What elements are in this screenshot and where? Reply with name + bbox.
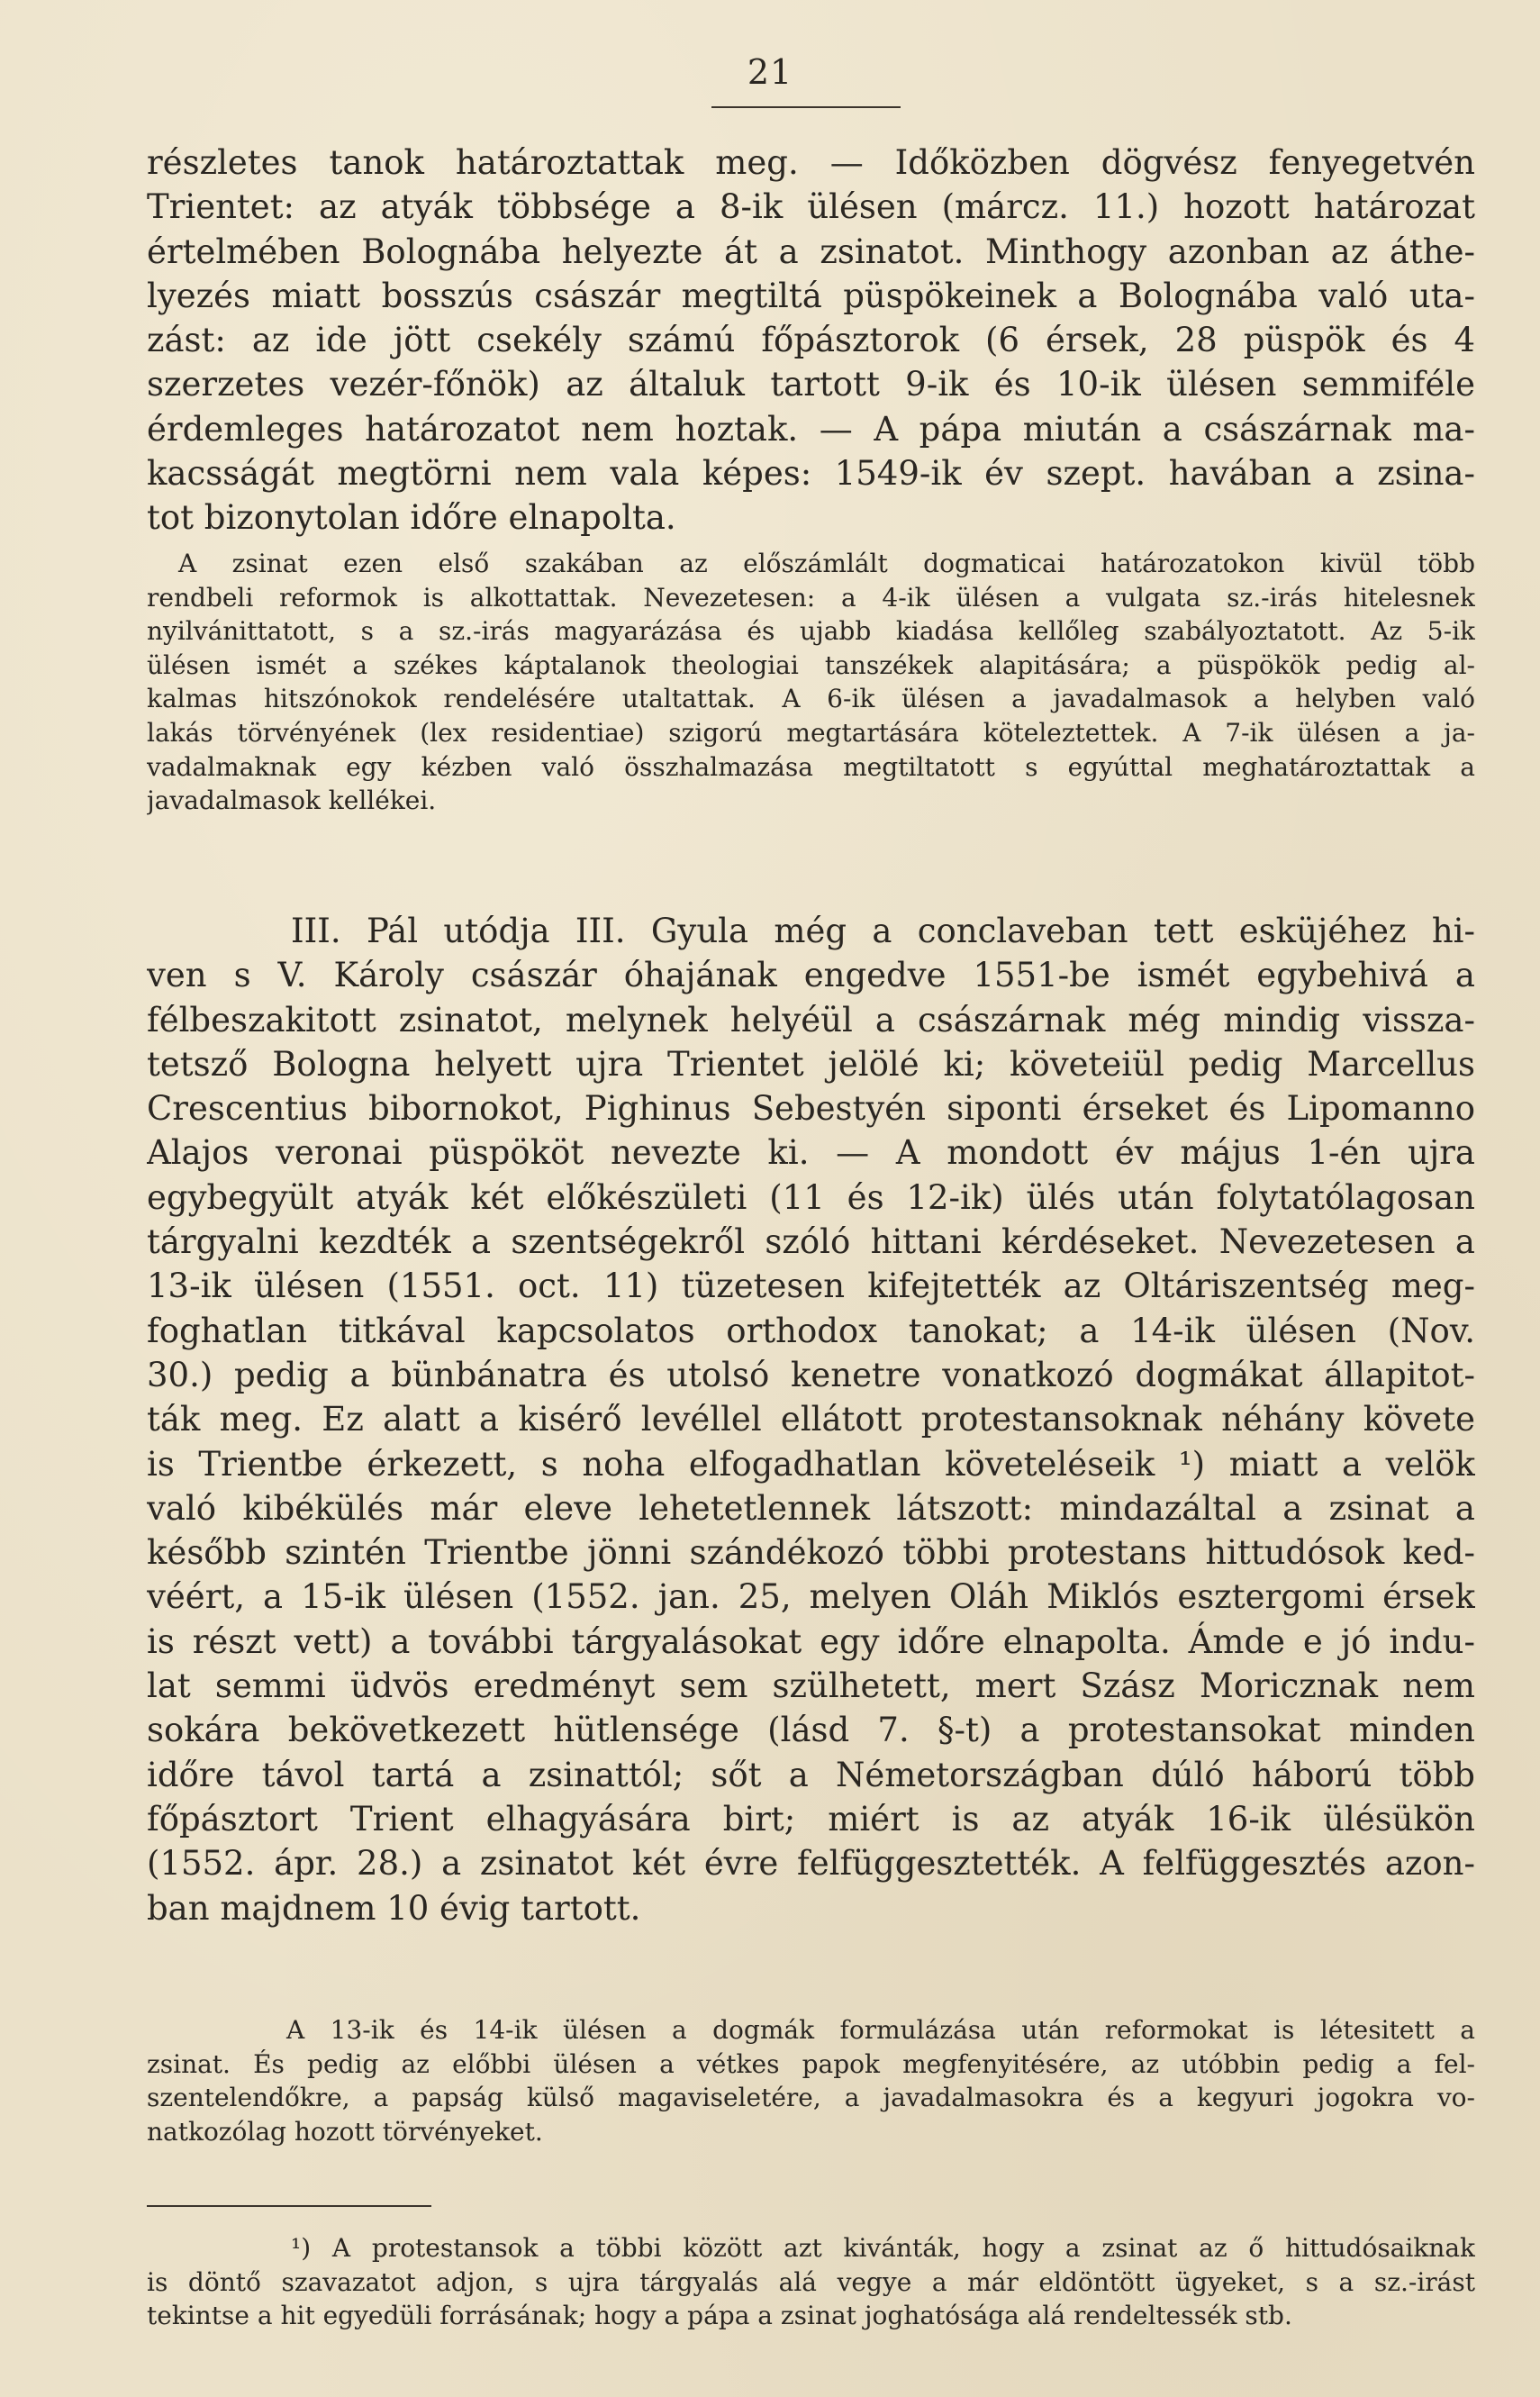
text-line: tetsző Bologna helyett ujra Trientet jelölé ki; követeiül pedig Marcellus <box>147 1044 1475 1084</box>
text-line: lyezés miatt bosszús császár megtiltá püspökeinek a Bolognába való uta- <box>147 276 1475 315</box>
text-line: később szintén Trientbe jönni szándékozó többi protestans hittudósok ked- <box>147 1533 1475 1573</box>
text-line: kacsságát megtörni nem vala képes: 1549-ik év szept. havában a zsina- <box>147 454 1475 494</box>
small-print-paragraph-2 <box>147 2013 1475 2148</box>
footnote-rule <box>147 2205 431 2207</box>
page-number-rule <box>711 106 901 108</box>
text-line: Alajos veronai püspököt nevezte ki. — A mondott év május 1-én ujra <box>147 1133 1475 1173</box>
text-line: időre távol tartá a zsinattól; sőt a Németországban dúló háború több <box>147 1755 1475 1794</box>
text-line: tárgyalni kezdték a szentségekről szóló hittani kérdéseket. Nevezetesen a <box>147 1222 1475 1262</box>
text-line: félbeszakitott zsinatot, melynek helyéül a császárnak még mindig vissza- <box>147 1000 1475 1040</box>
body-paragraph-1 <box>147 141 1475 540</box>
text-line: ban majdnem 10 évig tartott. <box>147 1888 641 1928</box>
page-number: 21 <box>747 52 793 92</box>
text-line: Trientet: az atyák többsége a 8-ik ülésen (márcz. 11.) hozott határozat <box>147 187 1475 227</box>
text-line: tot bizonytolan időre elnapolta. <box>147 498 676 538</box>
text-line: zsinat. És pedig az előbbi ülésen a vétkes papok megfenyitésére, az utóbbin pedig a fel- <box>147 2048 1475 2079</box>
text-line: Crescentius bibornokot, Pighinus Sebestyén siponti érseket és Lipomanno <box>147 1089 1475 1129</box>
text-line: natkozólag hozott törvényeket. <box>147 2116 543 2147</box>
text-line: is döntő szavazatot adjon, s ujra tárgyalás alá vegye a már eldöntött ügyeket, s a sz.-irást <box>147 2266 1475 2297</box>
text-line: nyilvánittatott, s a sz.-irás magyarázása és ujabb kiadása kellőleg szabályoztatott. Az 5-ik <box>147 616 1475 647</box>
text-line: 30.) pedig a bünbánatra és utolsó kenetre vonatkozó dogmákat állapitot- <box>147 1355 1475 1394</box>
text-line: kalmas hitszónokok rendelésére utaltattak. A 6-ik ülésen a javadalmasok a helyben való <box>147 684 1475 714</box>
text-line: egybegyült atyák két előkészületi (11 és 12-ik) ülés után folytatólagosan <box>147 1177 1475 1217</box>
text-line: érdemleges határozatot nem hoztak. — A pápa miután a császárnak ma- <box>147 409 1475 449</box>
text-line: való kibékülés már eleve lehetetlennek látszott: mindazáltal a zsinat a <box>147 1488 1475 1528</box>
text-line: főpásztort Trient elhagyására birt; miért is az atyák 16-ik ülésükön <box>147 1799 1475 1839</box>
text-line: A 13-ik és 14-ik ülésen a dogmák formulázása után reformokat is létesitett a <box>286 2015 1475 2045</box>
text-line: ¹) A protestansok a többi között azt kivánták, hogy a zsinat az ő hittudósaiknak <box>291 2233 1475 2263</box>
text-line: szentelendőkre, a papság külső magaviseletére, a javadalmasokra és a kegyuri jogokra vo- <box>147 2083 1475 2113</box>
text-line: véért, a 15-ik ülésen (1552. jan. 25, melyen Oláh Miklós esztergomi érsek <box>147 1577 1475 1617</box>
text-line: ták meg. Ez alatt a kisérő levéllel ellátott protestansoknak néhány követe <box>147 1400 1475 1439</box>
text-line: javadalmasok kellékei. <box>147 785 437 816</box>
text-line: részletes tanok határoztattak meg. — Időközben dögvész fenyegetvén <box>147 143 1475 182</box>
text-line: rendbeli reformok is alkottattak. Nevezetesen: a 4-ik ülésen a vulgata sz.-irás hitelesnek <box>147 582 1475 613</box>
text-line: tekintse a hit egyedüli forrásának; hogy a pápa a zsinat joghatósága alá rendeltessék stb. <box>147 2301 1292 2331</box>
text-line: (1552. ápr. 28.) a zsinatot két évre felfüggesztették. A felfüggesztés azon- <box>147 1844 1475 1884</box>
text-line: szerzetes vezér-főnök) az általuk tartott 9-ik és 10-ik ülésen semmiféle <box>147 365 1475 404</box>
text-line: is részt vett) a további tárgyalásokat egy időre elnapolta. Ámde e jó indu- <box>147 1621 1475 1661</box>
text-line: értelmében Bolognába helyezte át a zsinatot. Minthogy azonban az áthe- <box>147 232 1475 271</box>
text-line: III. Pál utódja III. Gyula még a conclaveban tett esküjéhez hi- <box>291 912 1475 950</box>
text-line: zást: az ide jött csekély számú főpásztorok (6 érsek, 28 püspök és 4 <box>147 321 1475 360</box>
text-line: A zsinat ezen első szakában az előszámlált dogmaticai határozatokon kivül több <box>178 549 1475 578</box>
text-line: ven s V. Károly császár óhajának engedve 1551-be ismét egybehivá a <box>147 956 1475 995</box>
text-line: vadalmaknak egy kézben való összhalmazása megtiltatott s egyúttal meghatároztattak a <box>147 751 1475 782</box>
body-paragraph-2 <box>147 909 1475 1930</box>
footnote <box>147 2231 1475 2333</box>
text-line: foghatlan titkával kapcsolatos orthodox tanokat; a 14-ik ülésen (Nov. <box>147 1311 1475 1350</box>
text-line: lakás törvényének (lex residentiae) szigorú megtartására köteleztettek. A 7-ik ülésen a ja- <box>147 717 1475 748</box>
text-line: sokára bekövetkezett hütlensége (lásd 7. §-t) a protestansokat minden <box>147 1711 1475 1750</box>
text-line: lat semmi üdvös eredményt sem szülhetett, mert Szász Moricznak nem <box>147 1666 1475 1706</box>
small-print-paragraph-1 <box>147 547 1475 818</box>
text-line: is Trientbe érkezett, s noha elfogadhatlan követeléseik ¹) miatt a velök <box>147 1444 1475 1484</box>
text-line: ülésen ismét a székes káptalanok theologiai tanszékek alapitására; a püspökök pedig al- <box>147 649 1475 680</box>
text-line: 13-ik ülésen (1551. oct. 11) tüzetesen kifejtették az Oltáriszentség meg- <box>147 1267 1475 1306</box>
